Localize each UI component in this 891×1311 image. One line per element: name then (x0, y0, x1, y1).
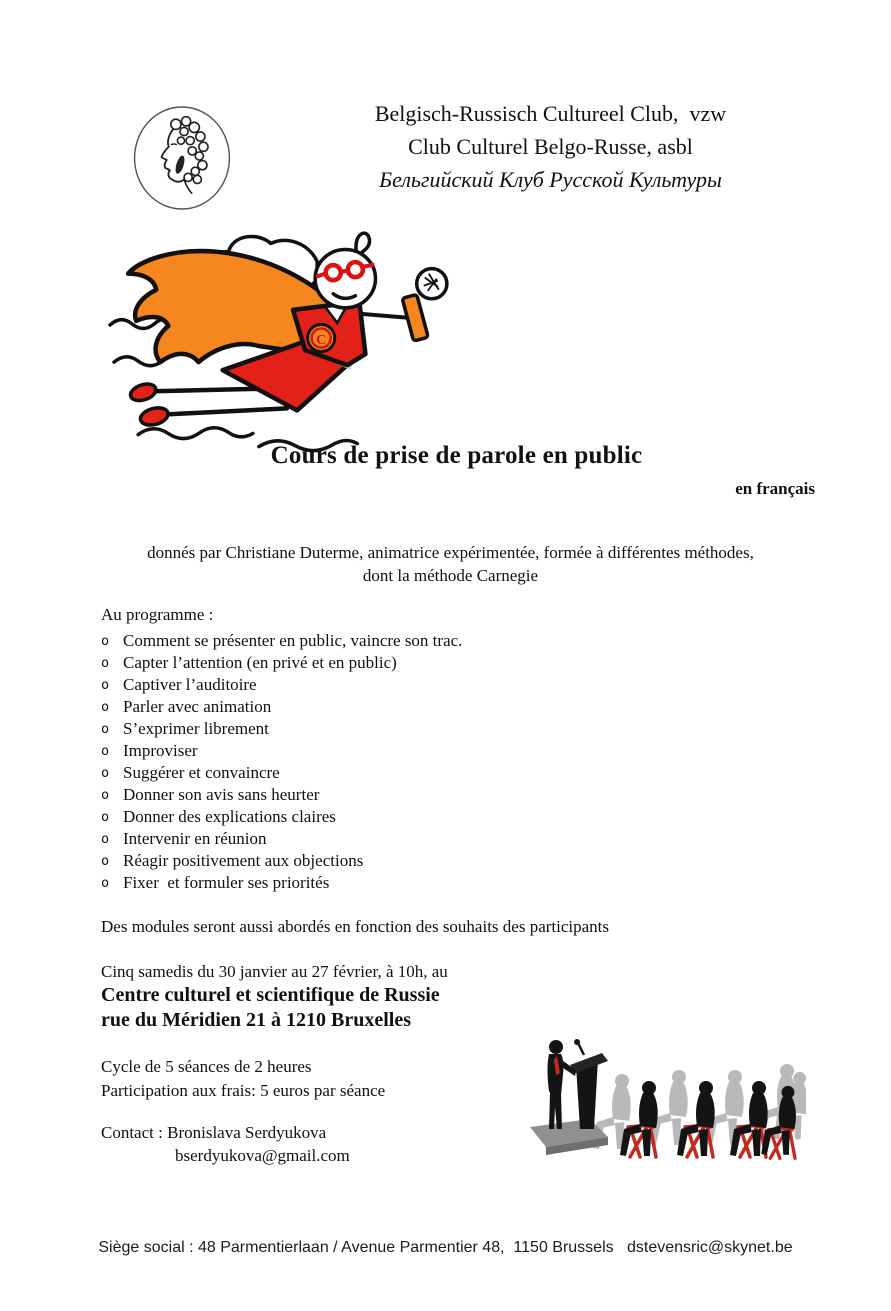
bullet: o (101, 699, 110, 715)
venue-address: rue du Méridien 21 à 1210 Bruxelles (101, 1009, 411, 1031)
program-list (101, 630, 462, 894)
terms-section (101, 1055, 385, 1103)
list-item (101, 718, 462, 740)
list-item-text: Fixer et formuler ses priorités (123, 873, 330, 892)
list-item-text: Improviser (123, 741, 198, 760)
bullet: o (101, 721, 110, 737)
club-logo (131, 103, 233, 213)
bullet: o (101, 787, 110, 803)
modules-note: Des modules seront aussi abordés en fonction des souhaits des participants (101, 917, 610, 936)
speaker-audience-icon (524, 1035, 806, 1161)
org-name-dutch: Belgisch-Russisch Cultureel Club, vzw (374, 101, 727, 126)
org-name-russian: Бельгийский Клуб Русской Культуры (379, 167, 722, 192)
shoe (128, 381, 158, 403)
list-item (101, 652, 462, 674)
list-item-text: S’exprimer librement (123, 719, 269, 738)
intro-line: donnés par Christiane Duterme, animatrice expérimentée, formée à différentes méthodes, (147, 543, 754, 562)
contact-section (101, 1121, 350, 1167)
list-item (101, 630, 462, 652)
bullet: o (101, 743, 110, 759)
language-note: en français (735, 479, 815, 498)
list-item (101, 784, 462, 806)
bullet: o (101, 853, 110, 869)
stage-platform (530, 1119, 608, 1155)
list-item (101, 872, 462, 894)
list-item (101, 850, 462, 872)
list-item-text: Intervenir en réunion (123, 829, 267, 848)
svg-text:C: C (316, 332, 327, 349)
intro-line: dont la méthode Carnegie (362, 566, 539, 585)
footer-address: Siège social : 48 Parmentierlaan / Avenue Parmentier 48, 1150 Brussels dstevensric@skynet.be (98, 1239, 793, 1256)
bullet: o (101, 831, 110, 847)
speaker-figure (548, 1040, 577, 1129)
page-title: Cours de prise de parole en public (270, 442, 643, 469)
microphone-icon (402, 269, 447, 341)
list-item-text: Parler avec animation (123, 697, 272, 716)
bullet: o (101, 677, 110, 693)
list-item (101, 696, 462, 718)
list-item-text: Suggérer et convaincre (123, 763, 280, 782)
cycle-info: Cycle de 5 séances de 2 heures (101, 1057, 312, 1076)
list-item-text: Capter l’attention (en privé et en public) (123, 653, 397, 672)
superhero-illustration (108, 221, 470, 453)
bullet: o (101, 809, 110, 825)
fee-info: Participation aux frais: 5 euros par séance (101, 1081, 386, 1100)
program-heading: Au programme : (101, 605, 214, 624)
instructor-intro (20, 541, 881, 587)
shoe (139, 405, 170, 428)
list-item (101, 740, 462, 762)
bullet: o (101, 875, 110, 891)
list-item-text: Donner son avis sans heurter (123, 785, 320, 804)
audience-figures (620, 1081, 796, 1156)
bullet: o (101, 633, 110, 649)
schedule-dates: Cinq samedis du 30 janvier au 27 février, à 10h, au (101, 962, 448, 981)
organization-header (225, 97, 876, 196)
venue-name: Centre culturel et scientifique de Russie (101, 984, 440, 1006)
list-item-text: Captiver l’auditoire (123, 675, 257, 694)
bullet: o (101, 655, 110, 671)
podium-microphone-icon (574, 1039, 580, 1045)
podium (570, 1039, 608, 1129)
arm (361, 314, 409, 318)
lecture-illustration (524, 1035, 806, 1161)
list-item (101, 674, 462, 696)
program-section (101, 604, 462, 894)
bullet: o (101, 765, 110, 781)
schedule-section (101, 960, 448, 1033)
list-item-text: Réagir positivement aux objections (123, 851, 364, 870)
contact-name: Contact : Bronislava Serdyukova (101, 1123, 327, 1142)
list-item (101, 806, 462, 828)
chest-emblem-icon (308, 324, 335, 351)
org-name-french: Club Culturel Belgo-Russe, asbl (408, 134, 693, 159)
list-item-text: Comment se présenter en public, vaincre son trac. (123, 631, 463, 650)
flying-superwoman-icon (108, 221, 470, 453)
pushkin-portrait-icon (131, 103, 233, 213)
contact-email: bserdyukova@gmail.com (175, 1146, 350, 1165)
list-item (101, 828, 462, 850)
list-item (101, 762, 462, 784)
list-item-text: Donner des explications claires (123, 807, 336, 826)
